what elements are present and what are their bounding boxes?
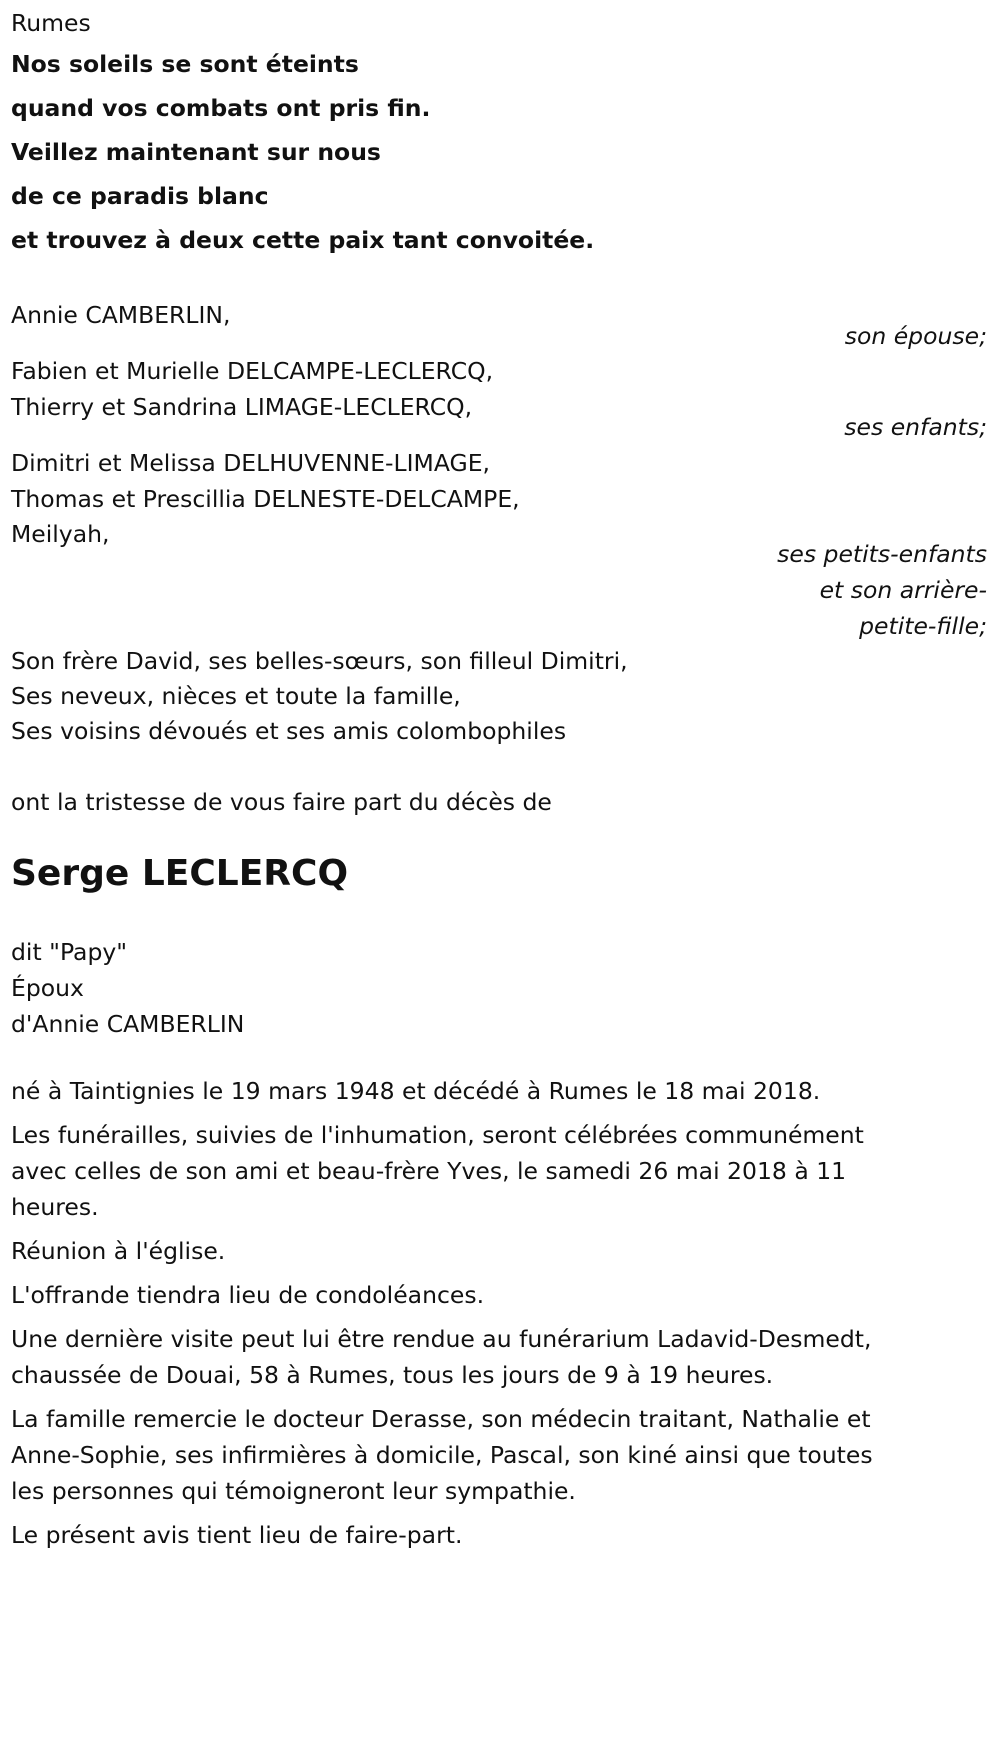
other-relatives-line: Ses neveux, nièces et toute la famille, — [11, 682, 461, 710]
poem-line: Veillez maintenant sur nous — [11, 138, 381, 166]
grandchild-name: Dimitri et Melissa DELHUVENNE-LIMAGE, — [11, 449, 491, 477]
deceased-name: Serge LECLERCQ — [11, 853, 349, 894]
poem-line: et trouvez à deux cette paix tant convoitée. — [11, 226, 595, 254]
poem-line: Nos soleils se sont éteints — [11, 50, 359, 78]
body-paragraph: Le présent avis tient lieu de faire-part. — [11, 1521, 463, 1549]
notice-body — [11, 1073, 883, 1553]
deceased-detail: dit "Papy" — [11, 938, 128, 966]
poem-line: quand vos combats ont pris fin. — [11, 94, 431, 122]
children-relation: ses enfants; — [844, 413, 987, 441]
body-paragraph: Les funérailles, suivies de l'inhumation, seront célébrées communément avec celles de son ami et beau-frère Yves, le samedi 26 mai 2018 à 11 heures. — [11, 1121, 864, 1221]
other-relatives-line: Son frère David, ses belles-sœurs, son filleul Dimitri, — [11, 647, 628, 675]
poem-line: de ce paradis blanc — [11, 182, 269, 210]
spouse-relation: son épouse; — [844, 322, 987, 350]
body-paragraph: Une dernière visite peut lui être rendue au funérarium Ladavid-Desmedt, chaussée de Douai, 58 à Rumes, tous les jours de 9 à 19 heures. — [11, 1325, 872, 1389]
grandchildren-relation: et son arrière- — [819, 576, 987, 604]
grandchildren-relation: ses petits-enfants — [777, 540, 987, 568]
place-label: Rumes — [11, 9, 91, 37]
announcement: ont la tristesse de vous faire part du décès de — [11, 788, 552, 816]
body-paragraph: La famille remercie le docteur Derasse, son médecin traitant, Nathalie et Anne-Sophie, ses infirmières à domicile, Pascal, son kiné ainsi que toutes les personnes qui témoigneront leur sympathie. — [11, 1405, 873, 1505]
grandchild-name: Thomas et Prescillia DELNESTE-DELCAMPE, — [11, 485, 520, 513]
deceased-detail: d'Annie CAMBERLIN — [11, 1010, 245, 1038]
poem — [11, 42, 594, 262]
other-relatives-line: Ses voisins dévoués et ses amis colombophiles — [11, 717, 567, 745]
body-paragraph: Réunion à l'église. — [11, 1237, 226, 1265]
grandchildren-relation: petite-fille; — [859, 612, 987, 640]
body-paragraph: L'offrande tiendra lieu de condoléances. — [11, 1281, 485, 1309]
body-paragraph: né à Taintignies le 19 mars 1948 et décédé à Rumes le 18 mai 2018. — [11, 1077, 821, 1105]
deceased-detail: Époux — [11, 974, 84, 1002]
child-name: Fabien et Murielle DELCAMPE-LECLERCQ, — [11, 357, 494, 385]
grandchild-name: Meilyah, — [11, 520, 110, 548]
spouse-name: Annie CAMBERLIN, — [11, 301, 231, 329]
child-name: Thierry et Sandrina LIMAGE-LECLERCQ, — [11, 393, 473, 421]
